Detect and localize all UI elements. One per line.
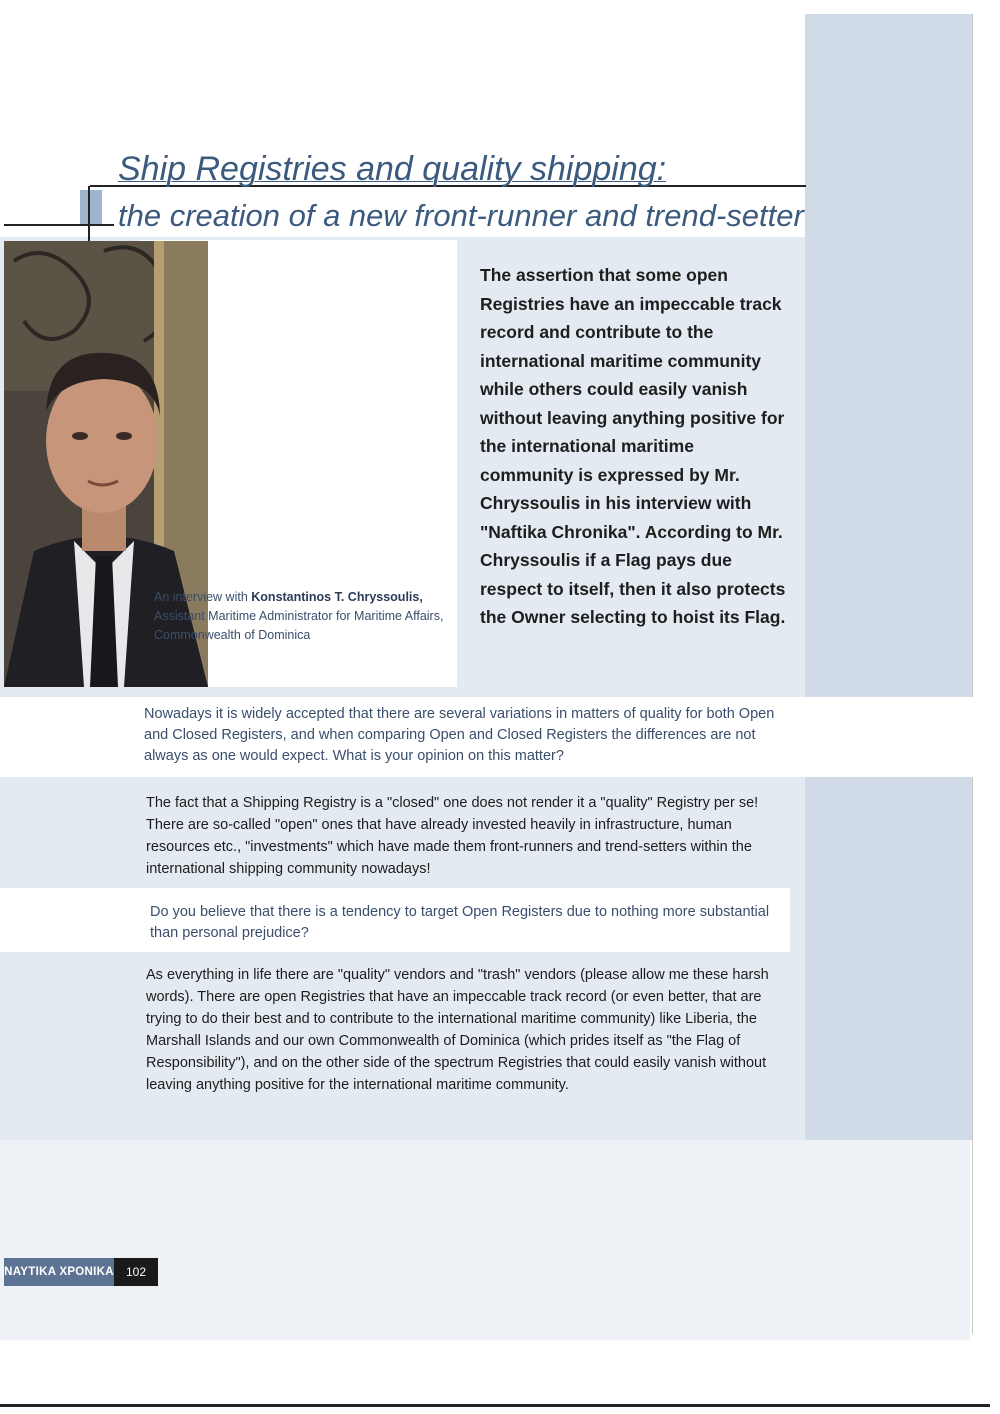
photo-caption bbox=[154, 588, 454, 645]
question-2: Do you believe that there is a tendency to target Open Registers due to nothing more substantial than personal prejudice? bbox=[150, 904, 770, 941]
answer-1: The fact that a Shipping Registry is a "closed" one does not render it a "quality" Registry per se! There are so-called "open" ones that have already invested heavily in infrastructure, human resources etc., "investments" which have made them front-runners and trend-setters within the international shipping community nowadays! bbox=[146, 795, 759, 877]
title-rule-bottom bbox=[4, 224, 114, 226]
article-subtitle: the creation of a new front-runner and trend-setter bbox=[118, 198, 804, 233]
lead-paragraph: The assertion that some open Registries have an impeccable track record and contribute to the international maritime community while others could easily vanish without leaving anything positive for the international maritime community is expressed by Mr. Chryssoulis in his interview with "Naftika Chronika". According to Mr. Chryssoulis if a Flag pays due respect to itself, then it also protects the Owner selecting to hoist its Flag. bbox=[480, 265, 786, 627]
background-band bbox=[805, 14, 973, 1140]
caption-intro: An interview with bbox=[154, 590, 252, 604]
page-number: 102 bbox=[114, 1258, 158, 1286]
answer-2: As everything in life there are "quality" vendors and "trash" vendors (please allow me these harsh words). There are open Registries that have an impeccable track record (or even better, that are trying to do their best and to contribute to the international maritime community) like Liberia, the Marshall Islands and our own Commonwealth of Dominica (which prides itself as "the Flag of Responsibility"), and on the other side of the spectrum Registries that could easily vanish without leaving anything positive for the international maritime community. bbox=[146, 967, 769, 1093]
page-edge-line bbox=[972, 14, 973, 1334]
bottom-rule bbox=[0, 1404, 990, 1407]
question-1: Nowadays it is widely accepted that there are several variations in matters of quality for both Open and Closed Registers, and when comparing Open and Closed Registers the differences are not always as one would expect. What is your opinion on this matter? bbox=[144, 706, 775, 764]
caption-role: Assistant Maritime Administrator for Maritime Affairs, Commonwealth of Dominica bbox=[154, 609, 444, 642]
background-lower bbox=[0, 1140, 970, 1340]
magazine-badge: NAYTIKA XPONIKA bbox=[4, 1258, 114, 1286]
title-accent-square bbox=[80, 190, 102, 224]
title-vertical-rule bbox=[88, 186, 90, 241]
caption-name: Konstantinos T. Chryssoulis, bbox=[251, 590, 423, 604]
article-title: Ship Registries and quality shipping: bbox=[118, 150, 667, 188]
